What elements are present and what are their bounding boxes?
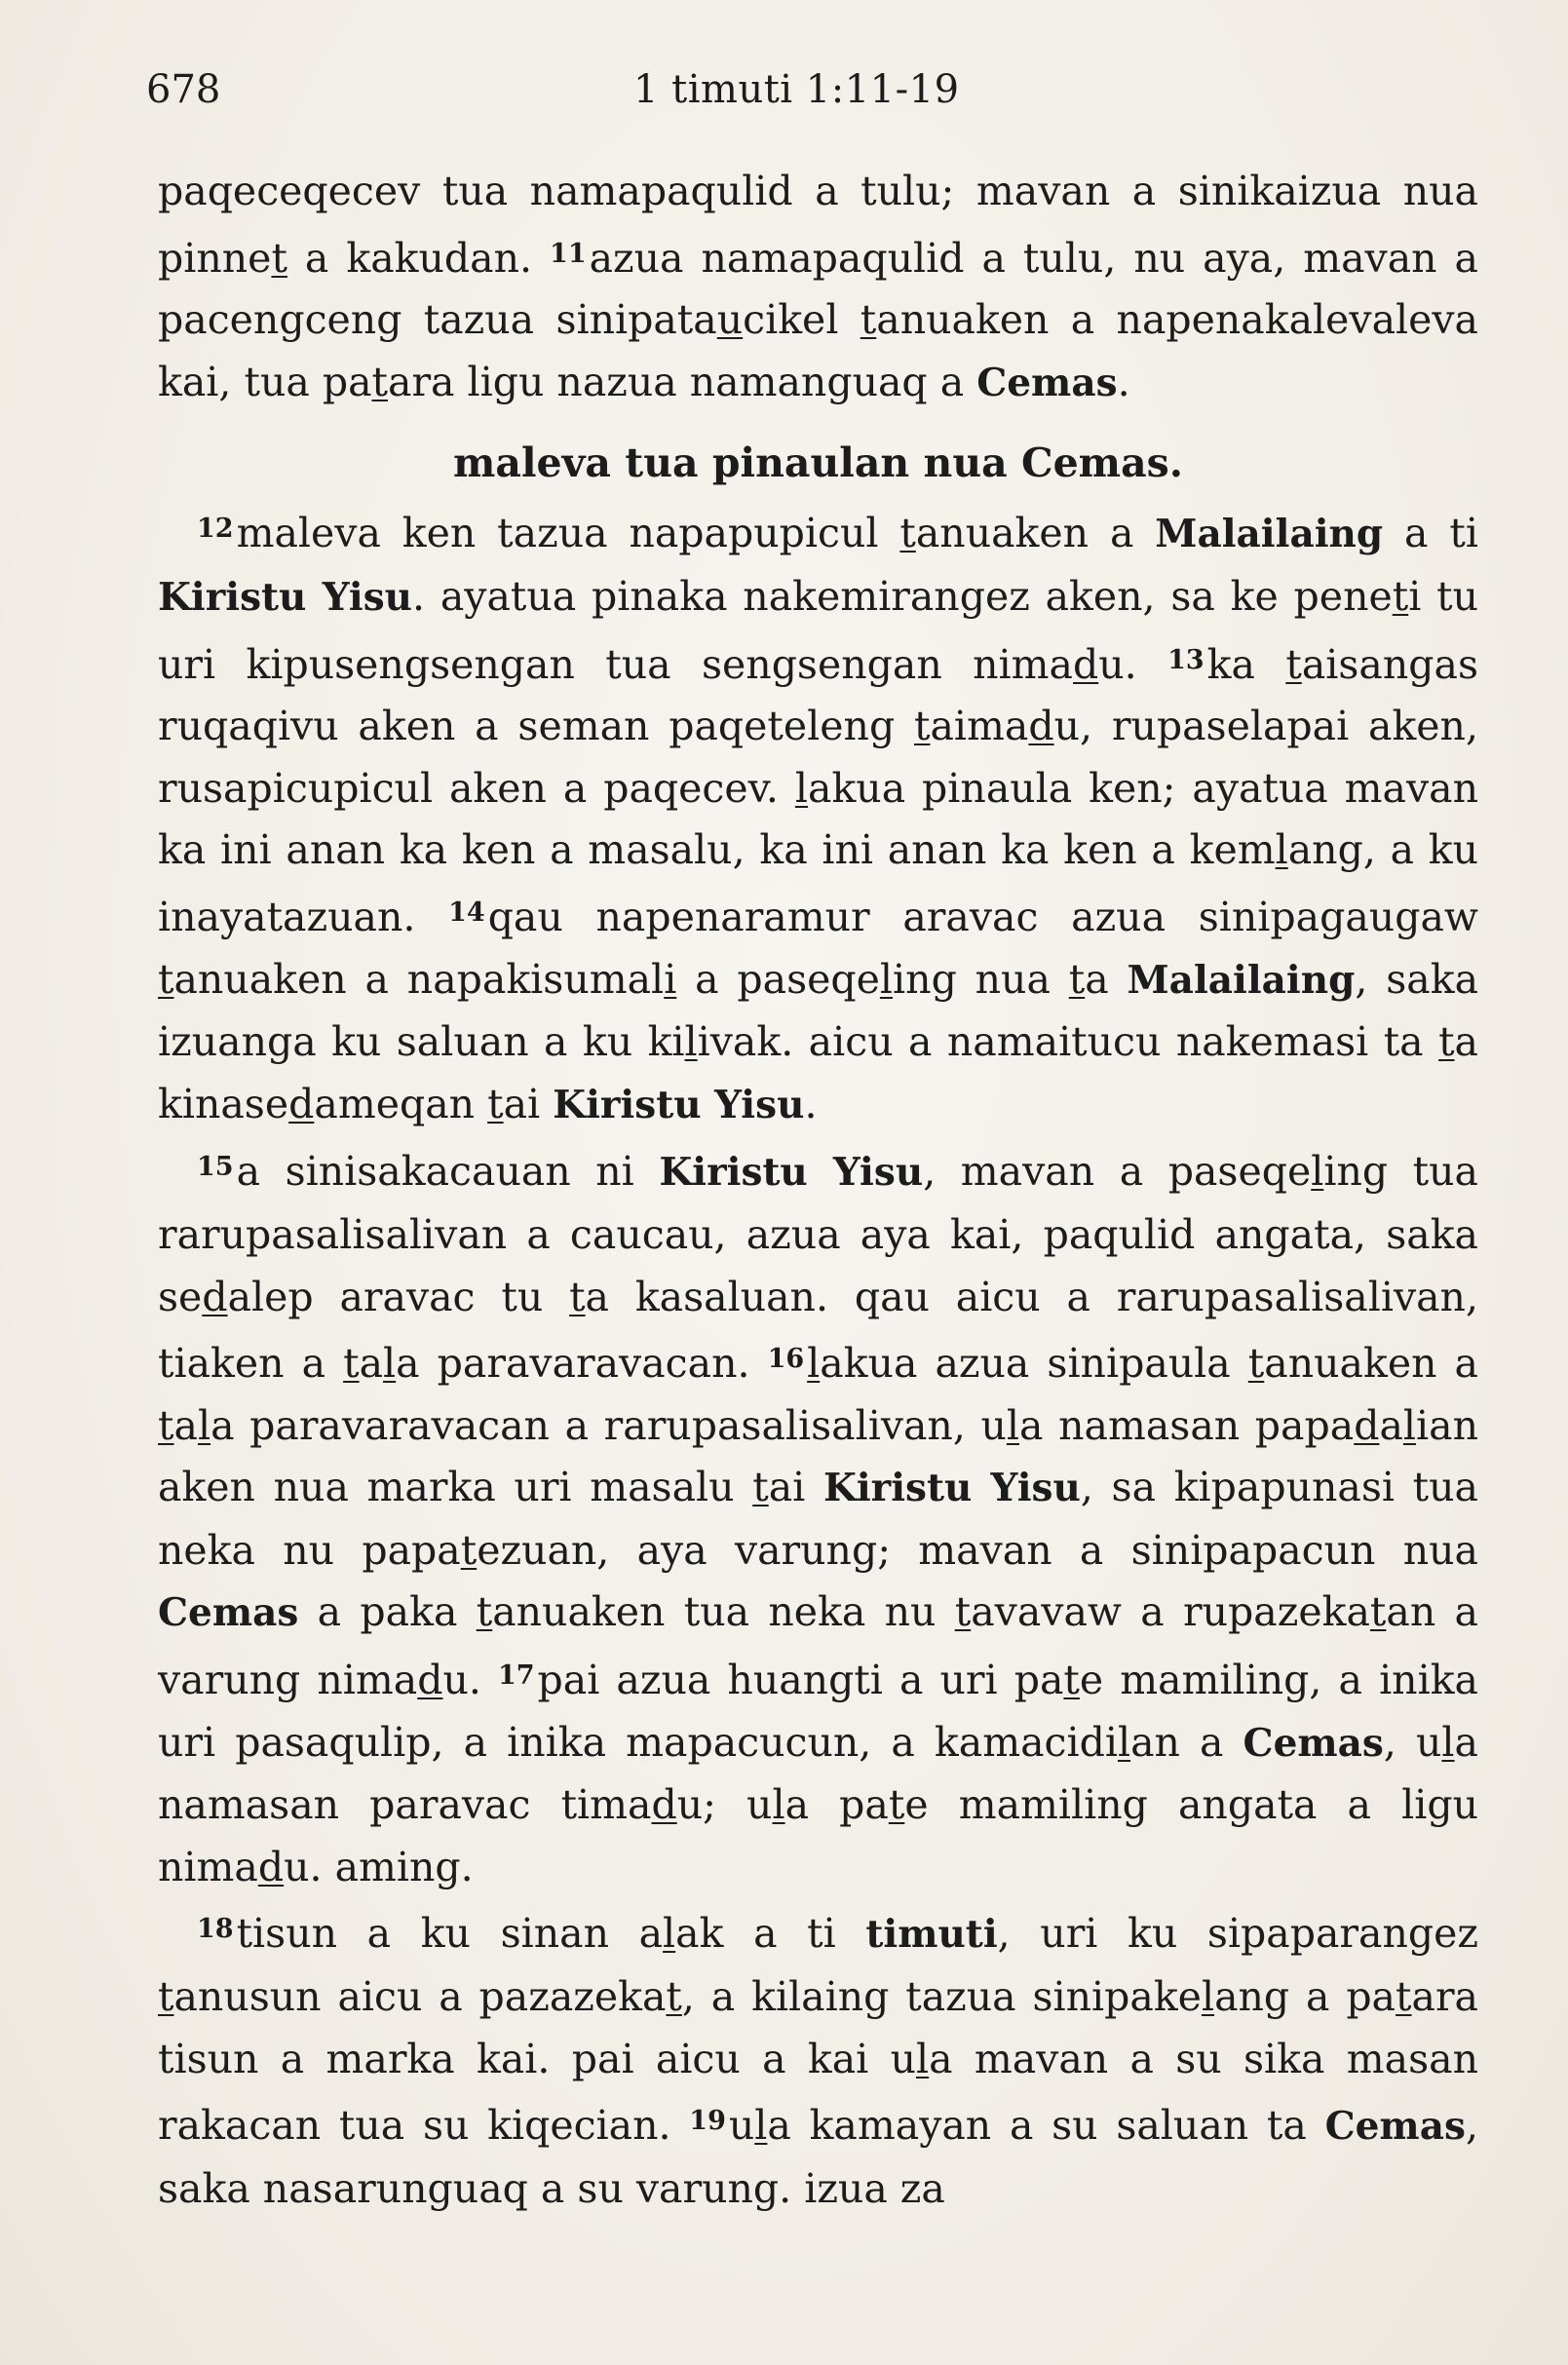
text-column: [158, 161, 1478, 2220]
verse-number: 13: [1167, 644, 1205, 675]
verse-number: 15: [197, 1152, 234, 1183]
verse-number: 14: [448, 896, 485, 928]
page-number: 678: [146, 67, 221, 112]
verse-number: 11: [550, 238, 587, 269]
paragraph: paqeceqecev tua namapaqulid a tulu; mavan a sinikaizua nua pinnet a kakudan. $^{11}$azua namapaqulid a tulu, nu aya, mavan a pacengceng tazua sinipataucikel tanuaken a napenakalevaleva kai, tua patara ligu nazua namanguaq a Cemas.: [158, 168, 1479, 405]
verse-number: 18: [197, 1914, 234, 1945]
verse-number: 12: [197, 514, 234, 545]
page-header: [146, 60, 1472, 119]
section-heading: maleva tua pinaulan nua Cemas.: [453, 439, 1183, 487]
verse-number: 19: [689, 2106, 726, 2137]
running-head: 1 timuti 1:11-19: [633, 67, 960, 112]
verse-number: 17: [497, 1660, 535, 1692]
paragraph: $^{15}$a sinisakacauan ni Kiristu Yisu, mavan a paseqeling tua rarupasalisalivan a caucau, azua aya kai, paqulid angata, saka sedalep aravac tu ta kasaluan. qau aicu a rarupasalisalivan, tiaken a tala paravaravacan. $^{16}$lakua azua sinipaula tanuaken a tala paravaravacan a rarupasalisalivan, ula namasan papadalian aken nua marka uri masalu tai Kiristu Yisu, sa kipapunasi tua neka nu papatezuan, aya varung; mavan a sinipapacun nua Cemas a paka tanuaken tua neka nu tavavaw a rupazekatan a varung nimadu. $^{17}$pai azua huangti a uri pate mamiling, a inika uri pasaqulip, a inika mapacucun, a kamacidilan a Cemas, ula namasan paravac timadu; ula pate mamiling angata a ligu nimadu. aming.: [158, 1148, 1479, 1890]
paragraph: $^{12}$maleva ken tazua napapupicul tanuaken a Malailaing a ti Kiristu Yisu. ayatua pinaka nakemirangez aken, sa ke peneti tu uri kipusengsengan tua sengsengan nimadu. $^{13}$ka taisangas ruqaqivu aken a seman paqeteleng taimadu, rupaselapai aken, rusapicupicul aken a paqecev. lakua pinaula ken; ayatua mavan ka ini anan ka ken a masalu, ka ini anan ka ken a kemlang, a ku inayatazuan. $^{14}$qau napenaramur aravac azua sinipagaugaw tanuaken a napakisumali a paseqeling nua ta Malailaing, saka izuanga ku saluan a ku kilivak. aicu a namaitucu nakemasi ta ta kinasedameqan tai Kiristu Yisu.: [158, 510, 1479, 1127]
name-cemas: Cemas: [976, 360, 1118, 405]
verse-number: 16: [767, 1344, 805, 1375]
paragraph: $^{18}$tisun a ku sinan alak a ti timuti, uri ku sipaparangez tanusun aicu a pazazekat, a kilaing tazua sinipakelang a patara tisun a marka kai. pai aicu a kai ula mavan a su sika masan rakacan tua su kiqecian. $^{19}$ula kamayan a su saluan ta Cemas, saka nasarunguaq a su varung. izua za: [158, 1910, 1478, 2212]
